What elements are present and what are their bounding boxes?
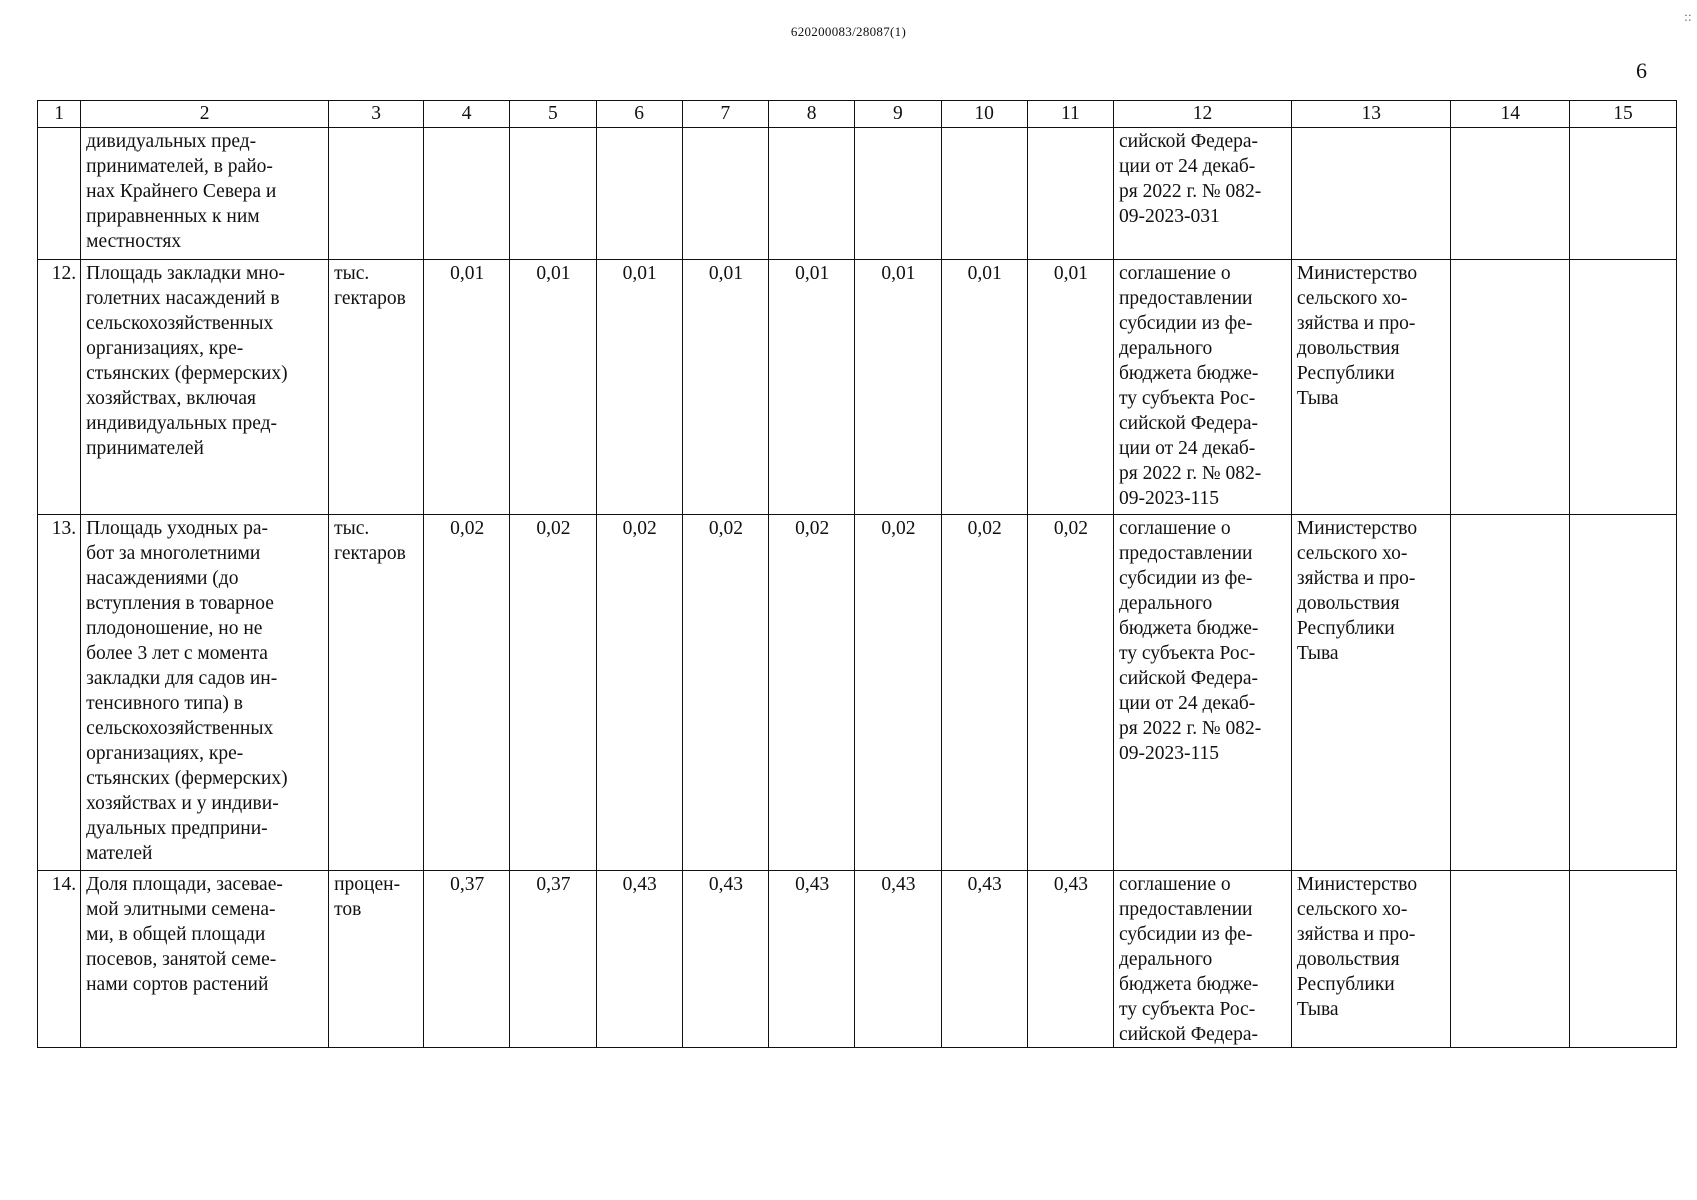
year-value-cell	[855, 128, 941, 260]
year-value-cell	[596, 128, 682, 260]
year-value-cell: 0,01	[855, 260, 941, 515]
table-row	[38, 515, 1677, 871]
column-number-row	[38, 101, 1677, 128]
table-row	[38, 260, 1677, 515]
column-number-6: 6	[596, 101, 682, 128]
year-value-cell: 0,43	[769, 871, 855, 1048]
column-number-7: 7	[682, 101, 768, 128]
responsible-body-cell: Министерство сельского хо- зяйства и про- довольствия Республики Тыва	[1291, 515, 1451, 871]
column-number-11: 11	[1027, 101, 1113, 128]
year-value-cell: 0,01	[769, 260, 855, 515]
responsible-body-cell: Министерство сельского хо- зяйства и про- довольствия Республики Тыва	[1291, 260, 1451, 515]
column-number-13: 13	[1291, 101, 1451, 128]
basis-document-cell: соглашение о предоставлении субсидии из фе- дерального бюджета бюдже- ту субъекта Рос- сийской Федера- ции от 24 декаб- ря 2022 г. № 082- 09-2023-115	[1114, 260, 1292, 515]
unit-cell: процен- тов	[329, 871, 424, 1048]
responsible-body-cell: Министерство сельского хо- зяйства и про- довольствия Республики Тыва	[1291, 871, 1451, 1048]
indicator-name-cell: Площадь уходных ра- бот за многолетними насаждениями (до вступления в товарное плодоношение, но не более 3 лет с момента закладки для садов ин- тенсивного типа) в сельскохозяйственных организациях, кре- стьянских (фермерских) хозяйствах и у индиви- дуальных предприни- мателей	[81, 515, 329, 871]
column-number-9: 9	[855, 101, 941, 128]
year-value-cell: 0,01	[941, 260, 1027, 515]
table-row	[38, 128, 1677, 260]
row-number-cell	[38, 128, 81, 260]
year-value-cell: 0,43	[1027, 871, 1113, 1048]
scan-edge-mark: ::	[1684, 10, 1692, 25]
column-14-cell	[1451, 128, 1570, 260]
column-15-cell	[1570, 515, 1677, 871]
year-value-cell: 0,37	[424, 871, 510, 1048]
responsible-body-cell	[1291, 128, 1451, 260]
column-number-5: 5	[510, 101, 596, 128]
year-value-cell: 0,37	[510, 871, 596, 1048]
row-number-cell: 13.	[38, 515, 81, 871]
year-value-cell	[769, 128, 855, 260]
indicator-name-cell: Площадь закладки мно- голетних насаждений в сельскохозяйственных организациях, кре- стьянских (фермерских) хозяйствах, включая индивидуальных пред- принимателей	[81, 260, 329, 515]
year-value-cell: 0,02	[424, 515, 510, 871]
page-number: 6	[1636, 58, 1647, 83]
year-value-cell: 0,43	[855, 871, 941, 1048]
column-14-cell	[1451, 515, 1570, 871]
year-value-cell	[424, 128, 510, 260]
year-value-cell: 0,02	[941, 515, 1027, 871]
year-value-cell: 0,01	[510, 260, 596, 515]
year-value-cell: 0,02	[682, 515, 768, 871]
year-value-cell	[510, 128, 596, 260]
basis-document-cell: соглашение о предоставлении субсидии из фе- дерального бюджета бюдже- ту субъекта Рос- сийской Федера-	[1114, 871, 1292, 1048]
column-14-cell	[1451, 871, 1570, 1048]
year-value-cell: 0,01	[682, 260, 768, 515]
year-value-cell: 0,01	[596, 260, 682, 515]
year-value-cell: 0,43	[596, 871, 682, 1048]
year-value-cell	[682, 128, 768, 260]
year-value-cell: 0,02	[596, 515, 682, 871]
column-number-3: 3	[329, 101, 424, 128]
column-15-cell	[1570, 260, 1677, 515]
unit-cell: тыс. гектаров	[329, 515, 424, 871]
year-value-cell	[941, 128, 1027, 260]
row-number-cell: 12.	[38, 260, 81, 515]
column-number-2: 2	[81, 101, 329, 128]
year-value-cell: 0,43	[682, 871, 768, 1048]
year-value-cell: 0,43	[941, 871, 1027, 1048]
column-number-1: 1	[38, 101, 81, 128]
column-15-cell	[1570, 871, 1677, 1048]
basis-document-cell: сийской Федера- ции от 24 декаб- ря 2022 г. № 082- 09-2023-031	[1114, 128, 1292, 260]
document-id: 620200083/28087(1)	[790, 24, 907, 39]
year-value-cell: 0,01	[1027, 260, 1113, 515]
year-value-cell: 0,02	[510, 515, 596, 871]
year-value-cell: 0,02	[1027, 515, 1113, 871]
column-number-15: 15	[1570, 101, 1677, 128]
year-value-cell: 0,01	[424, 260, 510, 515]
column-number-4: 4	[424, 101, 510, 128]
table-row	[38, 871, 1677, 1048]
column-number-10: 10	[941, 101, 1027, 128]
indicators-table	[37, 100, 1677, 1048]
column-number-12: 12	[1114, 101, 1292, 128]
unit-cell	[329, 128, 424, 260]
year-value-cell: 0,02	[855, 515, 941, 871]
unit-cell: тыс. гектаров	[329, 260, 424, 515]
indicator-name-cell: Доля площади, засевае- мой элитными семена- ми, в общей площади посевов, занятой семе- нами сортов растений	[81, 871, 329, 1048]
year-value-cell: 0,02	[769, 515, 855, 871]
column-number-8: 8	[769, 101, 855, 128]
year-value-cell	[1027, 128, 1113, 260]
column-15-cell	[1570, 128, 1677, 260]
row-number-cell: 14.	[38, 871, 81, 1048]
basis-document-cell: соглашение о предоставлении субсидии из фе- дерального бюджета бюдже- ту субъекта Рос- сийской Федера- ции от 24 декаб- ря 2022 г. № 082- 09-2023-115	[1114, 515, 1292, 871]
column-14-cell	[1451, 260, 1570, 515]
indicator-name-cell: дивидуальных пред- принимателей, в райо- нах Крайнего Севера и приравненных к ним местностях	[81, 128, 329, 260]
column-number-14: 14	[1451, 101, 1570, 128]
